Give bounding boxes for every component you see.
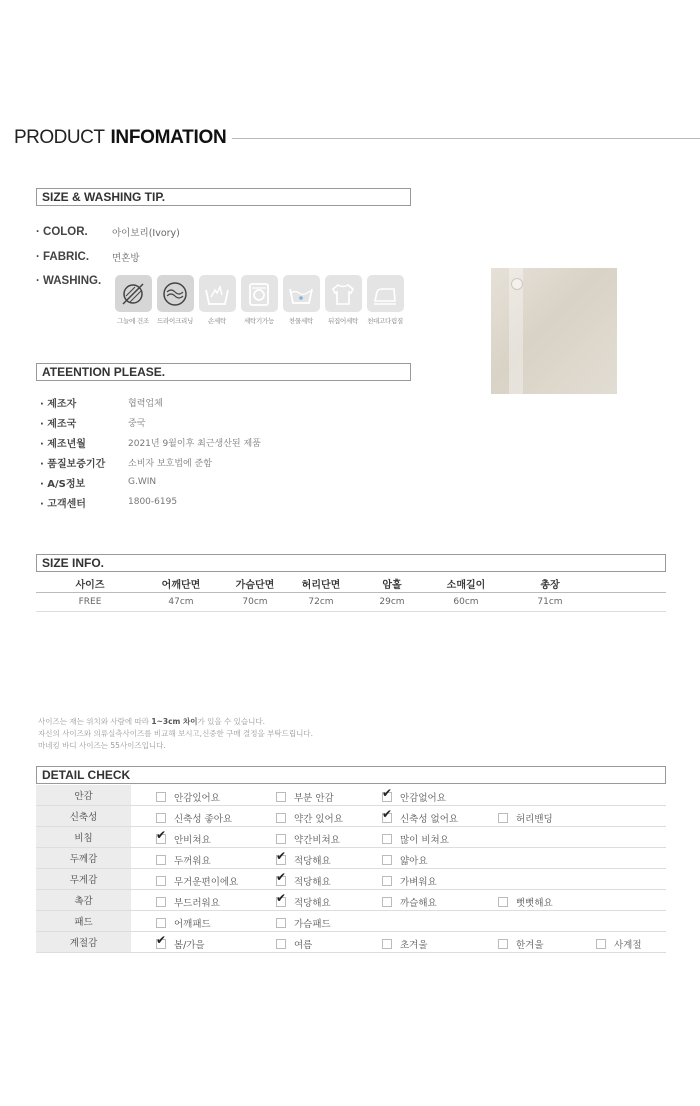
detail-check-table <box>36 785 666 953</box>
detail-option-label: 가벼워요 <box>400 877 437 888</box>
detail-option[interactable] <box>382 937 428 951</box>
detail-option-label: 약간비쳐요 <box>294 835 340 846</box>
dry-clean-icon <box>157 275 194 312</box>
detail-option[interactable] <box>382 832 449 846</box>
detail-option-label: 부드러워요 <box>174 898 220 909</box>
checkbox[interactable] <box>156 792 166 802</box>
detail-check-header-label: DETAIL CHECK <box>42 768 131 782</box>
size-note-text: 가 있을 수 있습니다. <box>197 717 265 726</box>
detail-option-label: 뻣뻣해요 <box>516 898 553 909</box>
detail-option[interactable] <box>156 895 220 909</box>
checkbox[interactable] <box>382 834 392 844</box>
hand-wash-icon <box>199 275 236 312</box>
table-row <box>36 932 666 953</box>
wash-caption: 뒤집어세탁 <box>328 317 358 325</box>
checkbox[interactable] <box>498 897 508 907</box>
detail-option-label: 적당해요 <box>294 898 331 909</box>
size-col-header: 암홀 <box>350 574 434 593</box>
cold-wash-icon <box>283 275 320 312</box>
size-note-line3: 마네킹 바디 사이즈는 55사이즈입니다. <box>38 741 166 750</box>
fabric-swatch-image <box>491 268 617 394</box>
detail-option-label: 두꺼워요 <box>174 856 211 867</box>
checkbox[interactable] <box>156 918 166 928</box>
attention-value: G.WIN <box>128 477 157 487</box>
size-cell: 60cm <box>434 593 498 612</box>
table-row <box>36 869 666 890</box>
detail-row-options <box>131 869 666 890</box>
checkbox[interactable] <box>276 792 286 802</box>
detail-row-options <box>131 890 666 911</box>
size-note-text: 사이즈는 재는 위치와 사람에 따라 <box>38 717 152 726</box>
detail-option[interactable] <box>382 874 437 888</box>
size-col-header: 소매길이 <box>434 574 498 593</box>
detail-row-label: 안감 <box>36 785 131 806</box>
wash-caption: 그늘에 건조 <box>117 317 149 325</box>
size-col-header: 가슴단면 <box>218 574 292 593</box>
detail-option-label: 적당해요 <box>294 877 331 888</box>
checked-checkbox[interactable] <box>156 939 166 949</box>
detail-option-label: 안비쳐요 <box>174 835 211 846</box>
detail-row-label: 무게감 <box>36 869 131 890</box>
attention-key: · A/S정보 <box>40 478 86 490</box>
detail-row-label: 패드 <box>36 911 131 932</box>
detail-option-label: 약간 있어요 <box>294 814 343 825</box>
checkbox[interactable] <box>276 939 286 949</box>
detail-option-label: 한겨울 <box>516 940 544 951</box>
detail-option[interactable] <box>382 895 437 909</box>
attention-key: · 제조자 <box>40 398 77 410</box>
size-cell: 71cm <box>498 593 602 612</box>
title-rule <box>232 138 700 139</box>
detail-option-label: 초겨울 <box>400 940 428 951</box>
detail-option-label: 사계절 <box>614 940 642 951</box>
detail-row-options <box>131 932 666 953</box>
attention-header-label: ATEENTION PLEASE. <box>42 365 166 379</box>
iron-icon <box>367 275 404 312</box>
detail-row-options <box>131 848 666 869</box>
checked-checkbox[interactable] <box>276 897 286 907</box>
detail-option[interactable] <box>276 874 331 888</box>
info-row-washing <box>36 274 112 288</box>
wash-item <box>322 275 364 325</box>
detail-option-label: 가슴패드 <box>294 919 331 930</box>
inside-out-icon <box>325 275 362 312</box>
size-cell: 70cm <box>218 593 292 612</box>
size-col-header: 사이즈 <box>36 574 144 593</box>
wash-caption: 손세탁 <box>208 317 226 325</box>
page-title <box>14 126 700 150</box>
wash-item <box>112 275 154 325</box>
detail-option[interactable] <box>156 790 220 804</box>
detail-option[interactable] <box>276 895 331 909</box>
detail-option-label: 신축성 없어요 <box>400 814 459 825</box>
detail-row-options <box>131 827 666 848</box>
detail-option[interactable] <box>276 790 334 804</box>
wash-caption: 드라이크리닝 <box>157 317 193 325</box>
checkbox[interactable] <box>596 939 606 949</box>
attention-value: 1800-6195 <box>128 497 178 507</box>
size-note-line1 <box>38 716 313 728</box>
detail-option-label: 어깨패드 <box>174 919 211 930</box>
size-cell: 47cm <box>144 593 218 612</box>
detail-row-options <box>131 806 666 827</box>
checkbox[interactable] <box>382 897 392 907</box>
checked-checkbox[interactable] <box>382 813 392 823</box>
table-row <box>36 911 666 932</box>
size-cell: 72cm <box>292 593 350 612</box>
detail-option[interactable] <box>156 832 211 846</box>
detail-option[interactable] <box>156 853 211 867</box>
size-col-header: 총장 <box>498 574 602 593</box>
info-key: · WASHING. <box>36 275 102 287</box>
attention-value: 소비자 보호법에 준함 <box>128 458 212 469</box>
detail-option[interactable] <box>382 790 446 804</box>
size-col-header: 허리단면 <box>292 574 350 593</box>
detail-option-label: 무거운편이에요 <box>174 877 239 888</box>
detail-option[interactable] <box>498 895 553 909</box>
attention-row <box>40 435 261 449</box>
size-table <box>36 574 666 612</box>
wash-item <box>154 275 196 325</box>
detail-check-header <box>36 766 666 784</box>
checked-checkbox[interactable] <box>276 876 286 886</box>
detail-option[interactable] <box>156 874 238 888</box>
checkbox[interactable] <box>498 939 508 949</box>
shade-dry-icon <box>115 275 152 312</box>
detail-row-label: 계절감 <box>36 932 131 953</box>
wash-item <box>238 275 280 325</box>
checkbox[interactable] <box>156 897 166 907</box>
page-title-light: PRODUCT <box>14 127 105 148</box>
attention-value: 중국 <box>128 418 146 429</box>
info-row-color <box>36 225 180 239</box>
attention-key: · 제조년월 <box>40 438 86 450</box>
table-row <box>36 827 666 848</box>
detail-option-label: 허리밴딩 <box>516 814 553 825</box>
attention-header <box>36 363 411 381</box>
detail-option-label: 얇아요 <box>400 856 428 867</box>
detail-option-label: 봄/가을 <box>174 940 205 951</box>
table-row <box>36 785 666 806</box>
detail-option[interactable] <box>498 937 544 951</box>
info-key: · FABRIC. <box>36 251 90 263</box>
detail-option[interactable] <box>156 916 211 930</box>
button-icon <box>511 278 523 290</box>
info-value: 면혼방 <box>112 253 140 264</box>
info-key: · COLOR. <box>36 226 88 238</box>
attention-value: 협력업체 <box>128 398 163 409</box>
detail-option-label: 안감있어요 <box>174 793 220 804</box>
wash-item <box>280 275 322 325</box>
size-info-header <box>36 554 666 572</box>
detail-option-label: 부분 안감 <box>294 793 334 804</box>
size-table-header-row <box>36 574 666 593</box>
attention-key: · 고객센터 <box>40 498 86 510</box>
detail-row-label: 비침 <box>36 827 131 848</box>
detail-option[interactable] <box>276 811 343 825</box>
detail-option[interactable] <box>276 832 340 846</box>
table-row <box>36 848 666 869</box>
wash-caption: 찬물세탁 <box>289 317 313 325</box>
detail-check-body <box>36 785 666 953</box>
size-washing-header-label: SIZE & WASHING TIP. <box>42 190 166 204</box>
wash-item <box>196 275 238 325</box>
checkbox[interactable] <box>276 813 286 823</box>
table-row <box>36 890 666 911</box>
detail-option-label: 여름 <box>294 940 313 951</box>
checkbox[interactable] <box>156 813 166 823</box>
detail-option-label: 적당해요 <box>294 856 331 867</box>
checkbox[interactable] <box>156 876 166 886</box>
checkbox[interactable] <box>382 876 392 886</box>
checked-checkbox[interactable] <box>382 792 392 802</box>
page-title-bold: INFOMATION <box>110 127 227 148</box>
table-row <box>36 593 666 612</box>
info-value: 아이보리(Ivory) <box>112 228 180 239</box>
attention-row <box>40 455 212 469</box>
attention-key: · 품질보증기간 <box>40 458 106 470</box>
attention-row <box>40 495 177 509</box>
checkbox[interactable] <box>276 834 286 844</box>
size-cell-spacer <box>602 593 666 612</box>
size-cell: 29cm <box>350 593 434 612</box>
table-row <box>36 806 666 827</box>
detail-option[interactable] <box>596 937 642 951</box>
detail-option[interactable] <box>498 811 553 825</box>
attention-value: 2021년 9월이후 최근생산된 제품 <box>128 438 261 449</box>
size-note-emphasis: 1~3cm 차이 <box>151 717 198 726</box>
detail-row-label: 두께감 <box>36 848 131 869</box>
detail-option[interactable] <box>276 937 312 951</box>
attention-row <box>40 395 163 409</box>
detail-option[interactable] <box>156 811 232 825</box>
checkbox[interactable] <box>276 918 286 928</box>
detail-option[interactable] <box>276 853 331 867</box>
checked-checkbox[interactable] <box>156 834 166 844</box>
detail-option-label: 까슬해요 <box>400 898 437 909</box>
checked-checkbox[interactable] <box>276 855 286 865</box>
checkbox[interactable] <box>382 855 392 865</box>
detail-row-label: 신축성 <box>36 806 131 827</box>
detail-option[interactable] <box>382 811 458 825</box>
detail-option[interactable] <box>156 937 205 951</box>
attention-row <box>40 475 156 489</box>
size-note <box>38 716 313 752</box>
size-info-header-label: SIZE INFO. <box>42 556 105 570</box>
checkbox[interactable] <box>498 813 508 823</box>
washing-icons <box>112 275 406 325</box>
detail-row-options <box>131 911 666 932</box>
detail-option-label: 많이 비쳐요 <box>400 835 449 846</box>
detail-option-label: 안감없어요 <box>400 793 446 804</box>
checkbox[interactable] <box>156 855 166 865</box>
wash-caption: 세탁기가능 <box>244 317 274 325</box>
wash-caption: 천대고다림질 <box>367 317 403 325</box>
checkbox[interactable] <box>382 939 392 949</box>
detail-option[interactable] <box>276 916 331 930</box>
size-col-spacer <box>602 574 666 593</box>
washing-machine-icon <box>241 275 278 312</box>
detail-option[interactable] <box>382 853 428 867</box>
size-col-header: 어깨단면 <box>144 574 218 593</box>
size-washing-header <box>36 188 411 206</box>
detail-row-options <box>131 785 666 806</box>
attention-key: · 제조국 <box>40 418 77 430</box>
info-row-fabric <box>36 250 140 264</box>
wash-item <box>364 275 406 325</box>
size-note-line2: 자신의 사이즈와 의류실측사이즈를 비교해 보시고,신중한 구매 결정을 부탁드립니다. <box>38 729 314 738</box>
detail-row-label: 촉감 <box>36 890 131 911</box>
size-cell: FREE <box>36 593 144 612</box>
attention-row <box>40 415 145 429</box>
detail-option-label: 신축성 좋아요 <box>174 814 233 825</box>
